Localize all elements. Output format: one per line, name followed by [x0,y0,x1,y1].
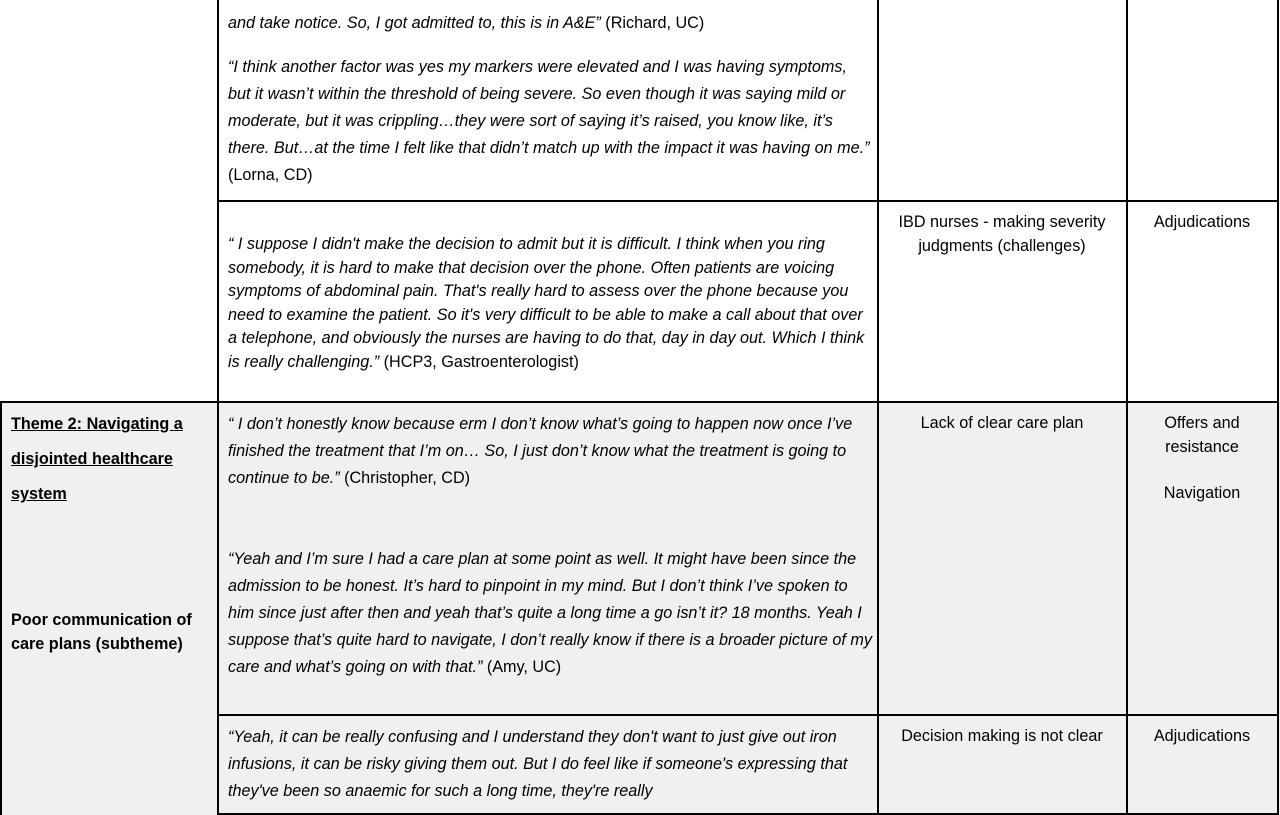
quote [228,233,873,374]
quote [228,54,873,189]
theme-cell [11,407,211,656]
column-divider [877,0,879,815]
quote [228,411,873,492]
table-left-border [0,402,2,815]
quote-text: “I think another factor was yes my markers were elevated and I was having symptoms, but it wasn’t within the threshold of being severe. So even though it was saying mild or moderate, but it was crippling…they were sort of saying it’s raised, you know like, it’s there. But…at the time I felt like that didn’t match up with the impact it was having on me.” [228,57,870,157]
quote-text: “ I suppose I didn't make the decision to admit but it is difficult. I think when you ring somebody, it is hard to make that decision over the phone. Often patients are voicing symptoms of abdominal pain. That's really hard to assess over the phone because you need to examine the patient. So it's very difficult to be able to make a call about that over a telephone, and obviously the nurses are having to do that, day in day out. Which I think is really challenging.” [228,235,865,371]
quote [228,724,873,805]
code-cell [886,412,1118,436]
quote-source: (Richard, UC) [600,14,705,32]
row-divider [0,401,1278,403]
quote-cell [228,411,873,681]
quote [228,546,873,681]
quote [228,12,873,36]
code-cell [886,211,1118,258]
quote-source: (Amy, UC) [482,658,562,676]
category-cell [1134,412,1270,506]
code-label: IBD nurses - making severity judgments (challenges) [898,213,1106,255]
code-label: Decision making is not clear [901,727,1103,745]
row-divider [217,200,1278,202]
theme-title: Theme 2: Navigating a disjointed healthcare system [11,415,183,503]
subtheme-label: Poor communication of care plans (subtheme) [11,611,192,653]
code-cell [886,725,1118,749]
table-right-border [1277,0,1279,815]
quote-text: and take notice. So, I got admitted to, this is in A&E” [228,14,601,32]
quote-text: “Yeah and I’m sure I had a care plan at some point as well. It might have been since the admission to be honest. It’s hard to pinpoint in my mind. But I don’t think I’ve spoken to him since just after then and yeah that’s quite a long time a go isn’t it? 18 months. Yeah I suppose that’s quite hard to navigate, I don’t really know if there is a broader picture of my care and what’s going on with that.” [228,550,872,676]
quote-cell [228,12,873,189]
code-label: Lack of clear care plan [920,414,1084,432]
quote-source: (HCP3, Gastroenterologist) [379,352,579,371]
category-cell [1134,725,1270,749]
quote-text: “Yeah, it can be really confusing and I understand they don't want to just give out iron infusions, it can be risky giving them out. But I do feel like if someone's expressing that they've been so anaemic for such a long time, they're really [228,728,848,800]
category-label: Navigation [1163,484,1241,502]
category-label: Adjudications [1153,727,1251,745]
table-bottom-border [217,813,1278,815]
quote-source: (Christopher, CD) [339,469,471,487]
category-label: Offers and resistance [1164,414,1240,456]
column-divider [217,0,219,815]
column-divider [1126,0,1128,815]
quote-cell [228,233,873,374]
quote-text: “ I don’t honestly know because erm I don’t know what’s going to happen now once I’ve finished the treatment that I’m on… So, I just don’t know what the treatment is going to continue to be.” [228,415,853,487]
category-label: Adjudications [1153,213,1251,231]
quote-source: (Lorna, CD) [228,165,313,184]
quote-cell [228,724,873,805]
row-divider [217,714,1278,716]
category-cell [1134,211,1270,235]
